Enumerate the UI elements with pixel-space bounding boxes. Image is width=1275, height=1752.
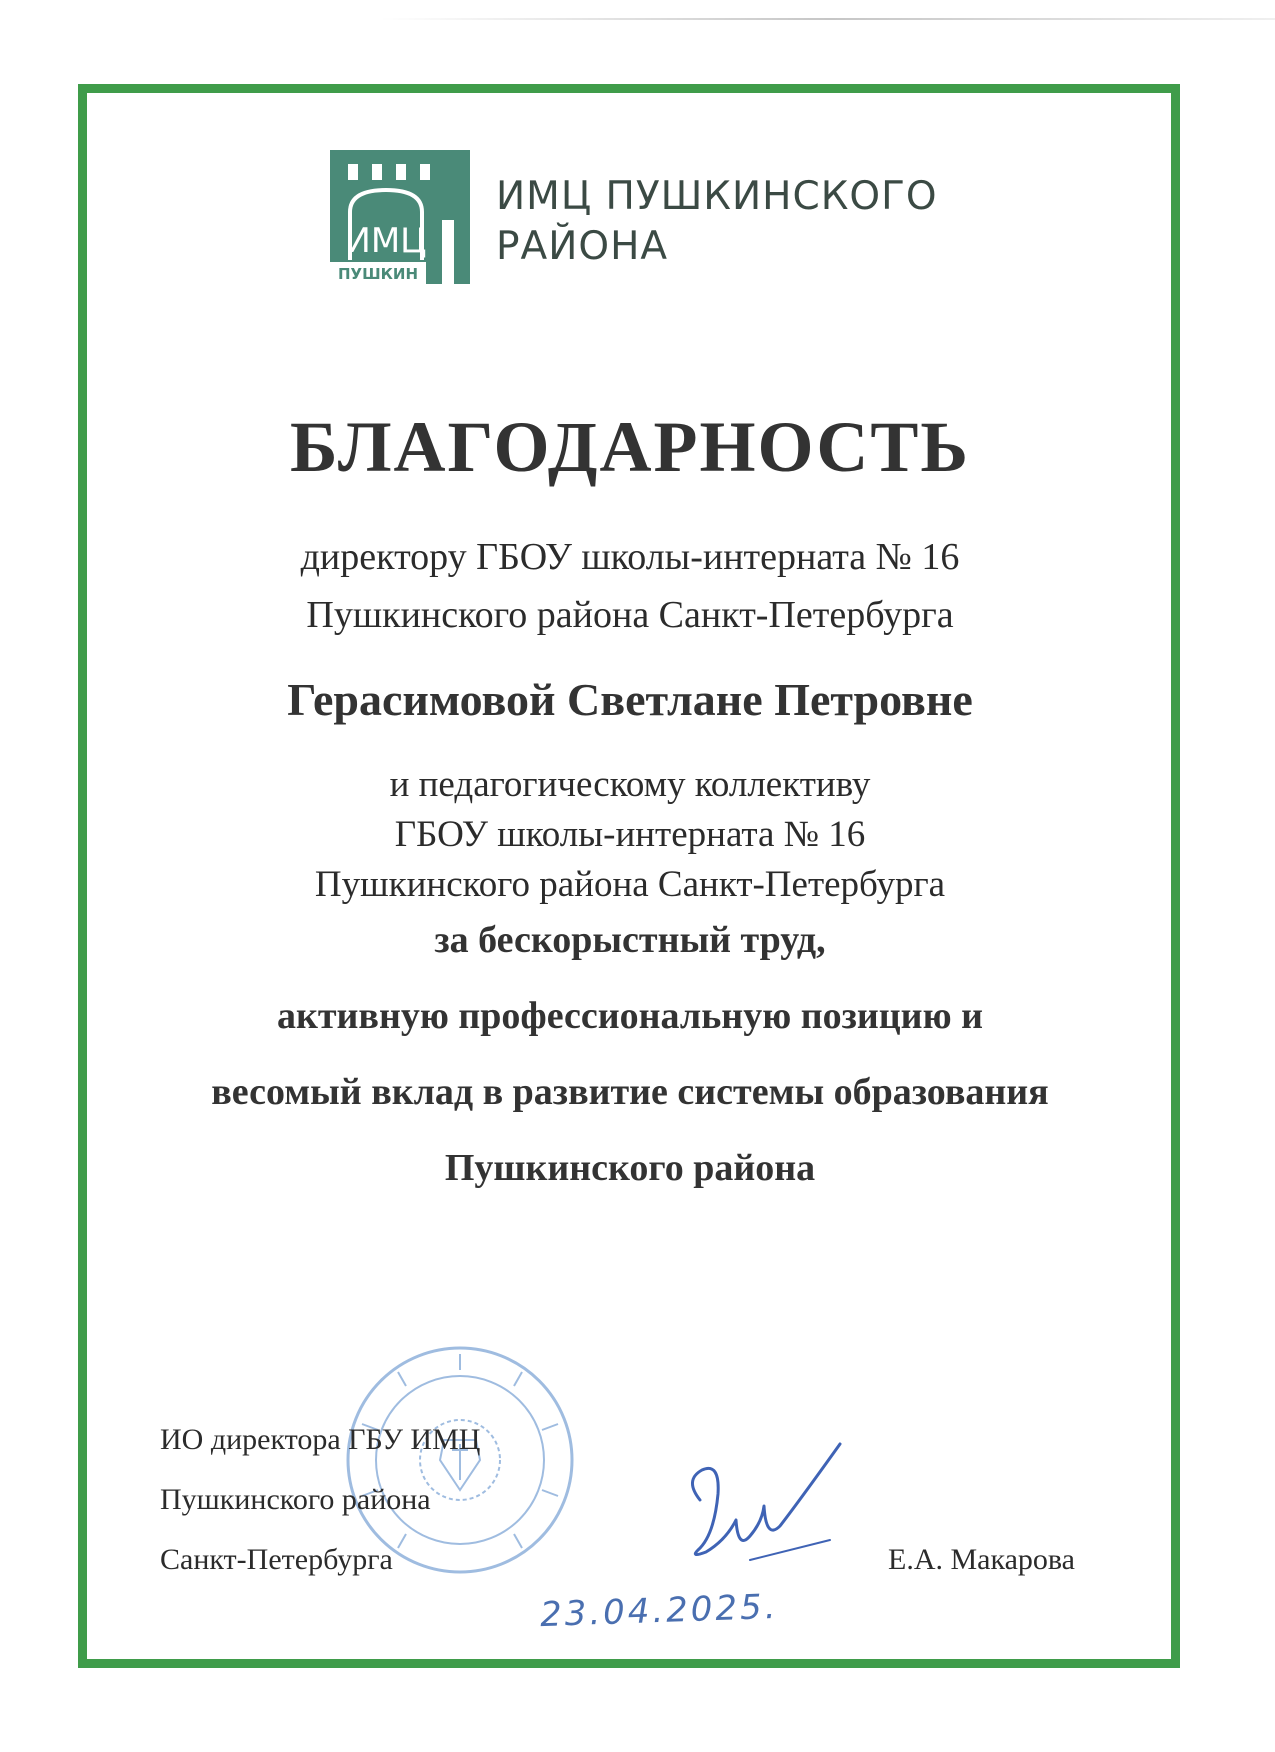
org-name-line1: ИМЦ ПУШКИНСКОГО <box>496 174 938 219</box>
svg-text:ПУШКИН: ПУШКИН <box>337 265 419 283</box>
reason-line2: активную профессиональную позицию и <box>276 995 984 1037</box>
certificate-title: БЛАГОДАРНОСТЬ <box>290 407 970 487</box>
reason-line4: Пушкинского района <box>444 1147 816 1189</box>
reason-line3: весомый вклад в развитие системы образования <box>211 1071 1049 1113</box>
signatory-position <box>160 1410 480 1590</box>
team-line1: и педагогическому коллективу <box>389 764 871 805</box>
team-line2: ГБОУ школы-интерната № 16 <box>394 814 866 855</box>
recipient-block <box>100 528 1160 644</box>
org-name <box>496 172 938 272</box>
svg-text:ИМЦ: ИМЦ <box>345 221 427 261</box>
recipient-position-line2: Пушкинского района Санкт-Петербурга <box>306 594 954 636</box>
signatory-position-line3: Санкт-Петербурга <box>160 1543 393 1576</box>
signatory-position-line1: ИО директора ГБУ ИМЦ <box>160 1423 481 1456</box>
handwritten-signature <box>680 1440 860 1590</box>
team-line3: Пушкинского района Санкт-Петербурга <box>314 864 946 905</box>
reason-block <box>100 902 1160 1206</box>
recipient-position-line1: директору ГБОУ школы-интерната № 16 <box>300 536 960 578</box>
team-block <box>100 760 1160 910</box>
recipient-name: Герасимовой Светлане Петровне <box>287 674 973 725</box>
signatory-position-line2: Пушкинского района <box>160 1483 431 1516</box>
org-name-line2: РАЙОНА <box>496 224 669 269</box>
handwritten-date: 23.04.2025. <box>539 1586 780 1636</box>
reason-line1: за бескорыстный труд, <box>434 919 826 961</box>
imc-logo-emblem <box>330 150 470 284</box>
signatory-name: Е.А. Макарова <box>888 1543 1076 1576</box>
scan-artifact-line <box>380 18 1275 20</box>
